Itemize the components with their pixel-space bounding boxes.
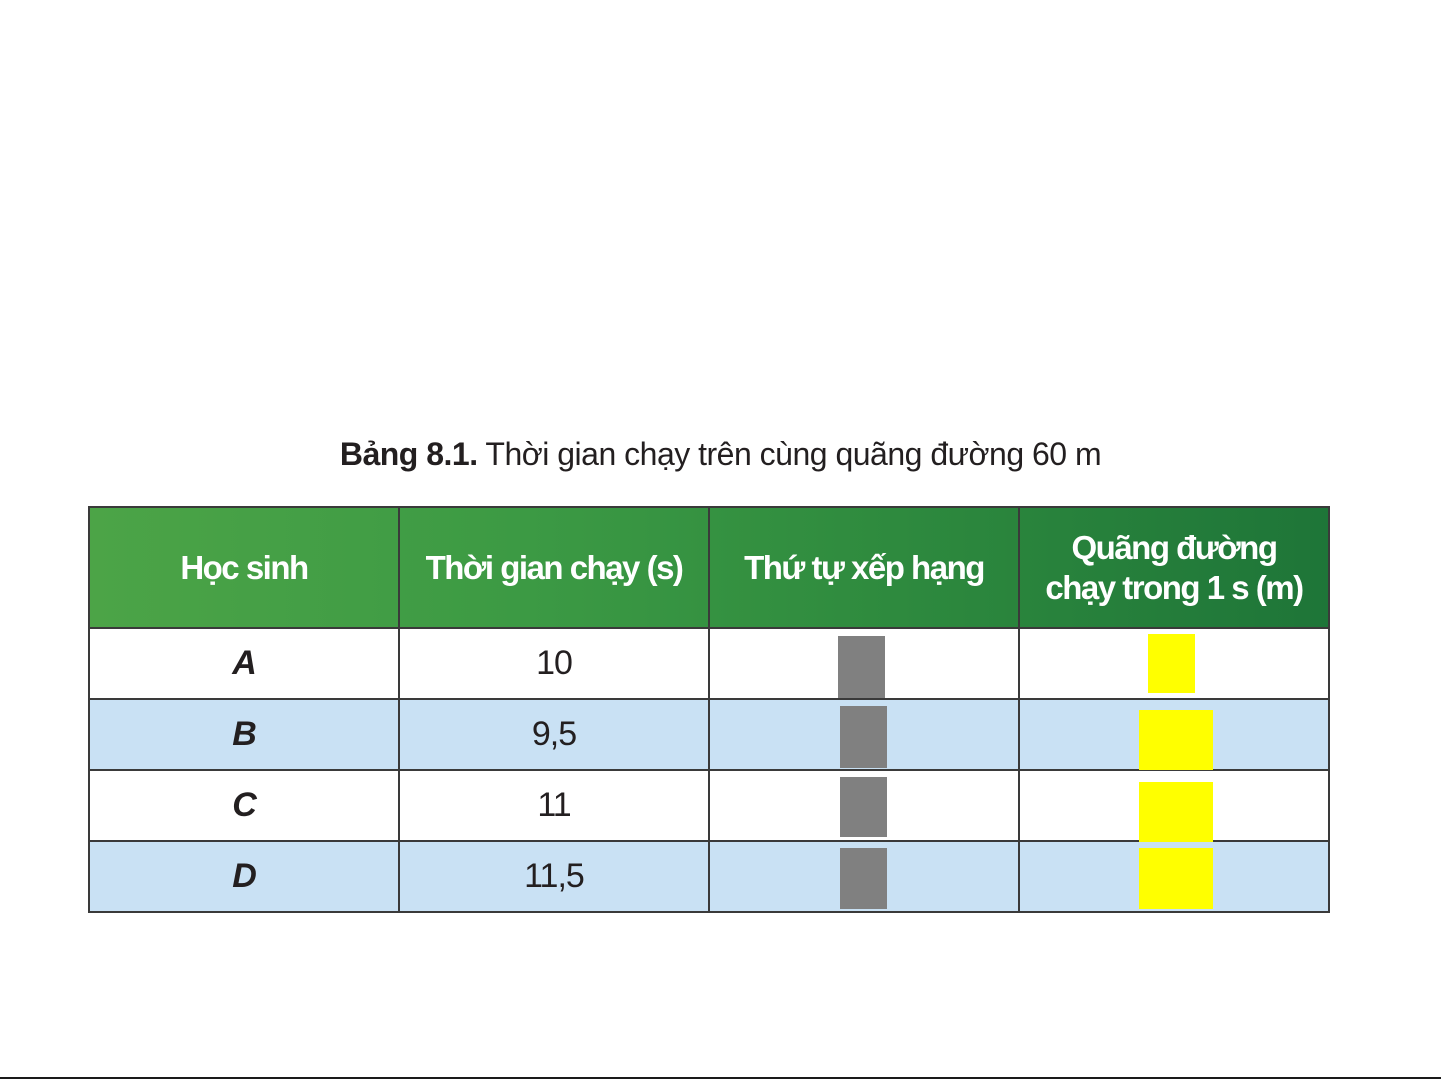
answer-cover-yellow[interactable]	[1139, 782, 1213, 842]
student-cell: A	[89, 628, 399, 699]
running-time-table	[88, 506, 1330, 913]
time-cell: 9,5	[399, 699, 709, 770]
student-cell: C	[89, 770, 399, 841]
rank-cell	[709, 628, 1019, 699]
table-row	[89, 841, 1329, 912]
student-cell: B	[89, 699, 399, 770]
header-time: Thời gian chạy (s)	[399, 507, 709, 628]
header-distance-per-second	[1019, 507, 1329, 628]
table-caption	[0, 436, 1441, 473]
distance-cell	[1019, 770, 1329, 841]
header-distance-label: Quãng đường chạy trong 1 s (m)	[1045, 528, 1303, 606]
table-header-row	[89, 507, 1329, 628]
distance-cell	[1019, 699, 1329, 770]
answer-cover-gray[interactable]	[840, 706, 887, 768]
answer-cover-gray[interactable]	[840, 848, 887, 909]
time-cell: 11,5	[399, 841, 709, 912]
caption-label: Bảng 8.1.	[339, 436, 478, 472]
time-cell: 10	[399, 628, 709, 699]
caption-text: Thời gian chạy trên cùng quãng đường 60 m	[477, 436, 1102, 472]
rank-cell	[709, 841, 1019, 912]
header-rank: Thứ tự xếp hạng	[709, 507, 1019, 628]
distance-cell	[1019, 841, 1329, 912]
answer-cover-yellow[interactable]	[1148, 634, 1195, 693]
table-row	[89, 699, 1329, 770]
header-student: Học sinh	[89, 507, 399, 628]
answer-cover-yellow[interactable]	[1139, 848, 1213, 909]
time-cell: 11	[399, 770, 709, 841]
student-cell: D	[89, 841, 399, 912]
distance-cell	[1019, 628, 1329, 699]
table-row	[89, 770, 1329, 841]
answer-cover-yellow[interactable]	[1139, 710, 1213, 770]
rank-cell	[709, 770, 1019, 841]
answer-cover-gray[interactable]	[838, 636, 885, 698]
slide-bottom-border	[0, 1077, 1441, 1079]
table-row	[89, 628, 1329, 699]
answer-cover-gray[interactable]	[840, 777, 887, 837]
rank-cell	[709, 699, 1019, 770]
